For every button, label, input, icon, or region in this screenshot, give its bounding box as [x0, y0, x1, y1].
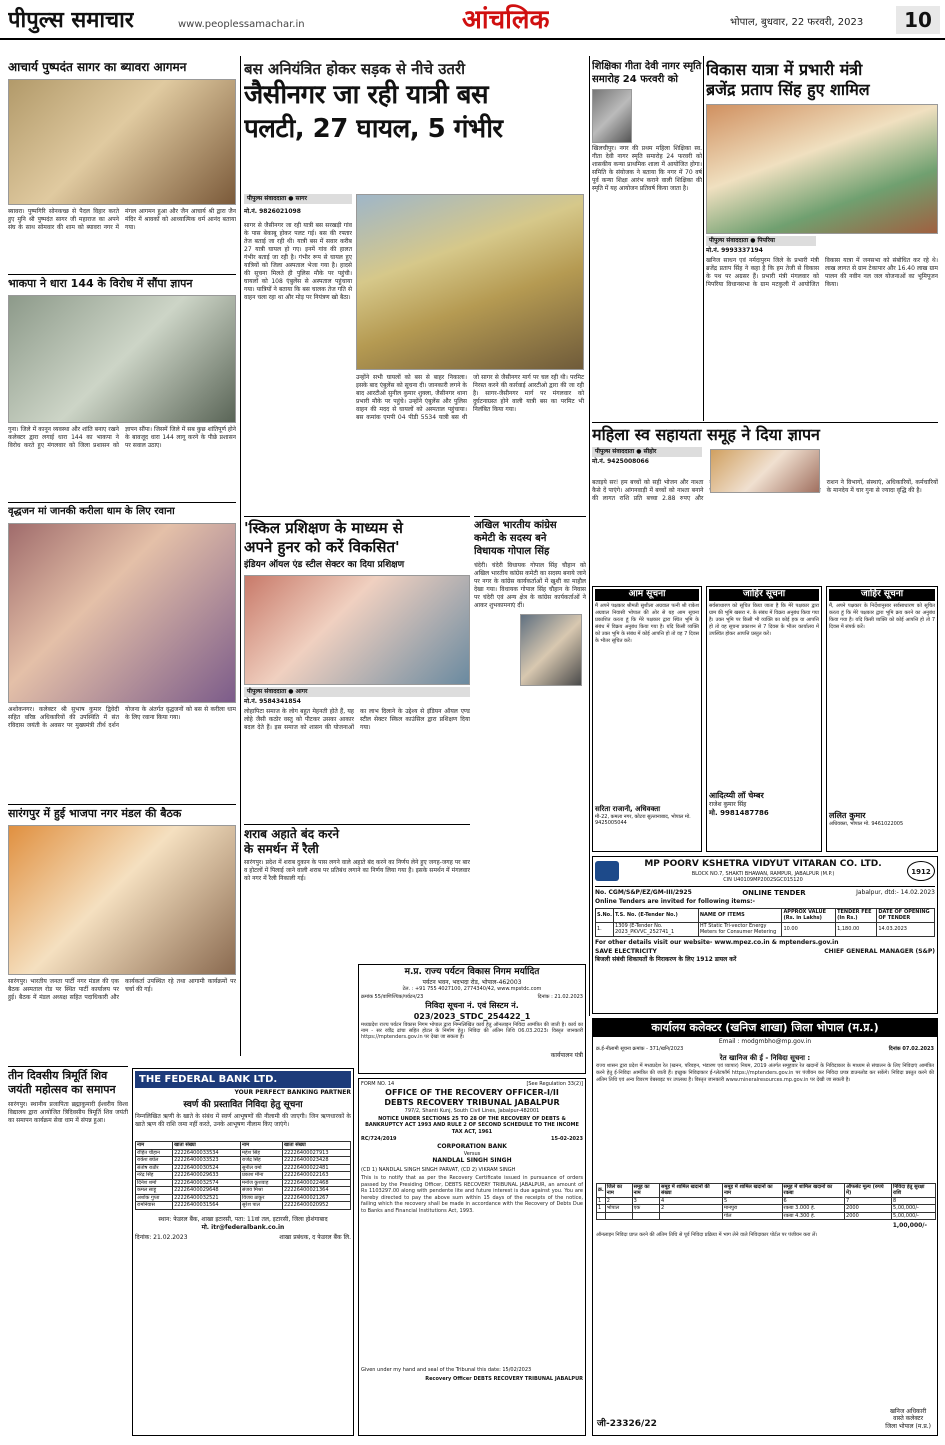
org-address: पर्यटन भवन, भदभदा रोड, भोपाल-462003 — [422, 978, 522, 986]
mobile: मो.नं. 9826021098 — [244, 208, 301, 215]
table-cell: 22226400022481 — [283, 1164, 351, 1172]
invite-text: Online Tenders are invited for following items:- — [595, 897, 756, 905]
article-body: ब्यावरा। पुष्पगिरि सोनकच्छ से पैदल विहार करते हुए मुनि श्री पुष्पदंत सागर जी महाराज का अपने संघ के साथ सोमवार की शाम को ब्यावरा नगर में मंगल आगमन हुआ और जैन आचार्य श्री द्वारा जैन मंदिर में श्रावकों को आध्यात्मिक धर्म आनंद बताया गया। — [8, 208, 236, 231]
byline: पीपुल्स संवाददाता ● सीहोर — [592, 447, 702, 457]
ref-date: दिनांक 07.02.2023 — [888, 1046, 934, 1053]
table-cell: 22226400029633 — [173, 1172, 241, 1180]
table-header: TENDER FEE (In Rs.) — [836, 908, 877, 922]
column-rule — [703, 56, 704, 421]
table-cell: 22226400023428 — [283, 1157, 351, 1165]
table-header: खाता संख्या — [173, 1142, 241, 1150]
ad-name: ललित कुमार — [829, 810, 866, 820]
party: NANDLAL SINGH SINGH — [432, 1157, 512, 1165]
article-body: लोहापिटा समाज के लोग बहुत मेहनती होते हैं, यह लोहे जैसी कठोर वस्तु को पीटकर उसका आकार बदल देते हैं। इस समाज को शासन की योजनाओं का लाभ दिलाने के उद्देश्य से इंडियन ऑयल एण्ड स्टील सेक्टर स्किल काउंसिल द्वारा प्रशिक्षण दिया गया। — [244, 707, 470, 731]
section-title: आंचलिक — [462, 5, 550, 35]
article-photo — [710, 449, 820, 493]
article-body: गुना। जिले में कानून व्यवस्था और शांति बनाए रखने कलेक्टर द्वारा लगाई धारा 144 का भाकपा ने विरोध करते हुए मंगलवार को जिला प्रशासन को ज्ञापन सौंपा। जिसमें जिले में सब कुछ शांतिपूर्ण होने के बावजूद धारा 144 लागू करने के पीछे प्रशासन पर सवाल उठाए। — [8, 426, 236, 449]
headline: वृद्धजन मां जानकी करीला धाम के लिए रवाना — [8, 506, 175, 517]
federal-bank-ad — [132, 1068, 354, 1436]
article-body: खनिज साधन एवं नर्मदापुरम जिले के प्रभारी मंत्री ब्रजेंद्र प्रताप सिंह ने कहा है कि हम तेजी से विकास के पथ पर अग्रसर हैं। प्रभारी मंत्री मंगलवार को पिपरिया विधानसभा के ग्राम मटकुली में आयोजित विकास यात्रा में जनसभा को संबोधित कर रहे थे। लाख लागत से ग्राम टेकापार और 16.40 लाख ग्राम पालन की नवीन नल जल योजनाओं का भूमिपूजन किया। — [706, 256, 938, 288]
headline-line-2: पलटी, 27 घायल, 5 गंभीर — [244, 114, 503, 144]
ad-body: मैं, अपने पक्षकार के निर्देशानुसार सर्वसाधारण को सूचित करता हूं कि मेरे पक्षकार द्वारा भूमि क्रय करने का अनुबंध किया गया है। यदि किसी व्यक्ति को कोई आपत्ति हो तो 7 दिवस में संपर्क करें। — [829, 602, 935, 630]
table-row — [136, 1202, 351, 1210]
table-cell: प्रकाश मीना — [241, 1172, 283, 1180]
table-header: NAME OF ITEMS — [698, 908, 782, 922]
ad-title: जाहिर सूचना — [829, 589, 935, 601]
office-title: OFFICE OF THE RECOVERY OFFICER-I/II — [385, 1087, 559, 1097]
bank-name: CORPORATION BANK — [437, 1142, 507, 1150]
article-photo — [8, 79, 236, 205]
article-congress — [474, 516, 586, 960]
article-pushpdant — [8, 60, 236, 270]
ad-sign: शाखा प्रबंधक, द फेडरल बैंक लि. — [279, 1233, 351, 1241]
table-cell: मानपुरा — [722, 1205, 782, 1213]
headline-line-1: अखिल भारतीय कांग्रेस — [474, 520, 557, 531]
table-cell: 1309 (E-Tender No. 2023_PKVVC_252741_1 — [614, 922, 699, 936]
table-cell: सुरेश पाल — [241, 1202, 283, 1210]
ref-number: क्रमांक 55/वाणिज्यिक/पर्यटन/23 — [361, 993, 424, 1000]
table-header: समूह का नाम — [632, 1183, 659, 1197]
table-row — [136, 1179, 351, 1187]
table-cell: 22226400022163 — [283, 1172, 351, 1180]
table-header: समूह में शामिल खदानों का रकबा — [782, 1183, 845, 1197]
drt-sign: Recovery Officer DEBTS RECOVERY TRIBUNAL JABALPUR — [425, 1375, 583, 1382]
table-cell: रकबा 3.000 हे. — [782, 1205, 845, 1213]
company-name: MP POORV KSHETRA VIDYUT VITARAN CO. LTD. — [644, 859, 882, 869]
headline: तीन दिवसीय त्रिमूर्ति शिव जयंती महोत्सव का समापन — [8, 1069, 116, 1096]
tourism-tender-ad — [358, 964, 586, 1074]
article-photo — [8, 825, 236, 975]
tender-table — [595, 908, 935, 937]
article-body: सागर से जैसीनगर जा रही यात्री बस सरखड़ी गांव के पास बेकाबू होकर पलट गई। बस की रफ्तार तेज बताई जा रही थी। यात्री बस में सवार करीब 27 यात्री घायल हो गए। इनमें गांव की हालत गंभीर बताई जा रही है। गंभीर रूप से घायल हुए यात्रियों को जिला अस्पताल भेजा गया है। हादसे की सूचना मिलते ही पुलिस मौके पर पहुंची। घायलों को 108 एंबुलेंस से अस्पताल पहुंचाया गया। यात्रियों ने बताया कि बस चालक तेज गति से वाहन चला रहा था और मोड़ पर नियंत्रण खो बैठा। — [244, 222, 352, 301]
table-cell: 22226400020952 — [283, 1202, 351, 1210]
article-body: सारंगपुर। भारतीय जनता पार्टी नगर मंडल की एक बैठक अस्पताल रोड पर स्थित पार्टी कार्यालय पर हुई। बैठक में मंडल अध्यक्ष सहित पदाधिकारी और कार्यकर्ता उपस्थित रहे तथा आगामी कार्यक्रमों पर चर्चा की गई। — [8, 978, 236, 1001]
article-body: बताइये सर! हम बच्चों को सही भोजन और नाश्ता कैसे दें पाएंगे। आंगनवाड़ी में बच्चों को नाश्ता बनाने की लागत राशि प्रति बच्चा 2.88 रुपए और राशन ने विभागों, संस्थाएं, अधिकारियों, कर्मचारियों के मानदेय में चार गुना से ज्यादा वृद्धि की है। — [592, 479, 938, 502]
table-cell: अशोक गुप्ता — [136, 1194, 173, 1202]
versus: Versus — [463, 1150, 481, 1157]
ad-body: मैं अपने पक्षकार श्रीमती सुशीला अग्रवाल पत्नी श्री राकेश अग्रवाल निवासी भोपाल की ओर से यह आम सूचना प्रकाशित करता हूं कि मेरे पक्षकार द्वारा स्थित भूमि के संबंध में विक्रय अनुबंध किया गया है। यदि किसी व्यक्ति को उक्त भूमि के संबंध में कोई आपत्ति हो तो वह 7 दिवस के भीतर सूचित करें। — [595, 602, 699, 644]
rally-photo — [706, 104, 938, 234]
sign-2: वास्ते कलेक्टर — [893, 1415, 924, 1423]
table-cell: भोपाल — [605, 1205, 632, 1213]
table-header: DATE OF OPENING OF TENDER — [877, 908, 935, 922]
sub-title: रेत खानिज की ई - निविदा सूचना : — [719, 1053, 811, 1062]
ad-title: जाहिर सूचना — [709, 589, 819, 601]
table-cell: सुनील वर्मा — [241, 1164, 283, 1172]
given: Given under my hand and seal of the Tribunal this date: 15/02/2023 — [361, 1367, 532, 1374]
notice-under: NOTICE UNDER SECTIONS 25 TO 28 OF THE RECOVERY OF DEBTS & BANKRUPTCY ACT 1993 AND RULE 2 OF SECOND SCHEDULE TO THE INCOME TAX ACT, 1961 — [365, 1115, 579, 1135]
company-logo — [595, 861, 619, 881]
article-body: सारंगपुर। प्रदेश में शराब दुकान के पास लगने वाले अहाते बंद करने का निर्णय लेने हुए जगह-जगह पर बार व होटलों में पिलाई जाने वाली शराब पर प्रतिबंध लगाने का निर्णय लिया गया है। इसके समर्थन में मंगलवार को नगर में रैली निकाली गई। — [244, 859, 470, 882]
table-cell: 22226400022468 — [283, 1179, 351, 1187]
table-cell: 6 — [782, 1197, 845, 1205]
table-cell: 4 — [660, 1197, 723, 1205]
table-row — [136, 1194, 351, 1202]
mobile: मो.नं. 9584341854 — [244, 697, 301, 705]
save-electricity: SAVE ELECTRICITY — [595, 948, 657, 956]
ad-name: आदित्य्यी लॉ चेम्बर — [709, 790, 764, 800]
article-bhakpa — [8, 274, 236, 500]
table-cell: 2000 — [845, 1205, 892, 1213]
table-cell — [660, 1212, 723, 1220]
table-cell: रकबा 4.300 हे. — [782, 1212, 845, 1220]
notice-number: 023/2023_STDC_254422_1 — [413, 1011, 531, 1021]
regulation: [See Regulation 33(2)] — [526, 1081, 583, 1087]
notice-body: मध्यप्रदेश राज्य पर्यटन विकास निगम भोपाल द्वारा निम्नलिखित कार्य हेतु ऑनलाइन निविदा आमंत्रित की जाती है। कार्य का नाम - सर रवींद्र ढांचा सहित होटल के निर्माण हेतु। निविदा की अंतिम तिथि 06.03.2023। विस्तृत जानकारी https://mptenders.gov.in पर देखा जा सकता है। — [361, 1022, 583, 1041]
table-header: S.No. — [596, 908, 614, 922]
ad-address: अधिवक्ता, भोपाल मो. 9461022005 — [829, 821, 904, 828]
table-cell: 22226400031564 — [173, 1202, 241, 1210]
ad-body: निम्नलिखित ऋणी के खाते के संबंध में स्वर्ण आभूषणों की नीलामी की जाएगी। जिन ऋणधारकों के खाते ऋण की राशि जमा नहीं करते, उनके आभूषण नीलाम किए जाएंगे। — [135, 1113, 351, 1129]
table-cell: 22226400027913 — [283, 1149, 351, 1157]
table-cell: 5,00,000/- — [892, 1205, 936, 1213]
bus-accident-photo — [356, 194, 584, 370]
sign-1: खनिज अधिकारी — [890, 1407, 927, 1415]
table-cell: रामनिवास — [136, 1202, 173, 1210]
table-cell — [605, 1212, 632, 1220]
table-cell: 7 — [845, 1197, 892, 1205]
website-url[interactable]: www.peoplessamachar.in — [178, 19, 305, 30]
article-photo — [8, 523, 236, 703]
ad-title: कार्यालय कलेक्टर (खनिज शाखा) जिला भोपाल (म.प्र.) — [593, 1019, 937, 1037]
rc-number: RC/724/2019 — [361, 1136, 397, 1143]
table-cell: 22226400033523 — [173, 1157, 241, 1165]
table-row — [136, 1164, 351, 1172]
account-table — [135, 1141, 351, 1210]
table-header: ऑफसेट मूल्य (रुपये में) — [845, 1183, 892, 1197]
notice-title: निविदा सूचना नं. एवं सिस्टम नं. — [425, 1001, 519, 1011]
more-details[interactable]: For other details visit our website- www.mpez.co.in & mptenders.gov.in — [595, 938, 839, 946]
table-cell: महेश सिंह — [241, 1149, 283, 1157]
tender-date: Jabalpur, dtd:- 14.02.2023 — [856, 888, 935, 896]
recipients: (CD 1) NANDLAL SINGH SINGH PARVAT, (CD 2) VIKRAM SINGH — [361, 1166, 516, 1173]
table-cell — [597, 1212, 606, 1220]
tribunal-address: 797/2, Shanti Kunj, South Civil Lines, Jabalpur-482001 — [404, 1108, 540, 1115]
aam-suchna-ad — [592, 586, 702, 852]
headline: आचार्य पुष्पदंत सागर का ब्यावरा आगमन — [8, 60, 187, 74]
table-cell: राकेश बघेल — [136, 1157, 173, 1165]
table-cell: 22226400033534 — [173, 1149, 241, 1157]
kicker: बस अनियंत्रित होकर सड़क से नीचे उतरी — [244, 60, 465, 78]
table-cell: कमल साहू — [136, 1187, 173, 1195]
table-cell: नरेंद्र सिंह — [136, 1172, 173, 1180]
article-liquor — [244, 824, 470, 960]
table-cell: 22226400021364 — [283, 1187, 351, 1195]
article-gita-devi — [592, 60, 702, 420]
notice-body: This is to notify that as per the Recovery Certificate issued in pursuance of orders passed by the Presiding Officer, DEBTS RECOVERY TRIBUNAL JABALPUR, an amount of Rs 1103297.00 along with pendente lite and future interest is due against you. You are hereby directed to pay the above sum within 15 days of the receipts of the notice, failing which the recovery shall be made in accordance with the Recovery of Debts Due to Banks and Financial Institutions Act, 1993. — [361, 1175, 583, 1214]
nit-number: No. CGM/S&P/EZ/GM-III/2925 — [595, 888, 692, 896]
article-vriddhajan — [8, 502, 236, 802]
byline: पीपुल्स संवाददाता ● पिपरिया — [706, 236, 816, 246]
ad-address: राजेश कुमार सिंह — [709, 801, 747, 809]
headline-line-1: जैसीनगर जा रही यात्री बस — [244, 80, 489, 110]
ad-footer: स्थान: फेडरल बैंक, शाखा इटारसी, पता: 11वां तल, इटारसी, जिला होशंगाबाद — [158, 1215, 328, 1223]
table-header: T.S. No. (E-Tender No.) — [614, 908, 699, 922]
ad-phone: मो. 9981487786 — [709, 808, 769, 817]
column-rule — [240, 56, 241, 1056]
table-header: निविदा हेतु सुरक्षा राशि — [892, 1183, 936, 1197]
table-row — [136, 1187, 351, 1195]
headline: महिला स्व सहायता समूह ने दिया ज्ञापन — [592, 425, 820, 444]
table-cell: संजय मिश्रा — [241, 1187, 283, 1195]
table-cell: 1 — [597, 1197, 606, 1205]
article-body: चंदेरी। चंदेरी विधायक गोपाल सिंह चौहान को अखिल भारतीय कांग्रेस कमेटी का सदस्य बनाये जाने पर नगर के कांग्रेस कार्यकर्ताओं में खुशी का माहौल देखा गया। विधायक गोपाल सिंह चौहान के निवास पर चंदेरी एवं अन्य क्षेत्र के कांग्रेस कार्यकर्ताओं ने आकर शुभकामनाएं दीं। — [474, 562, 586, 609]
headline: भाकपा ने धारा 144 के विरोध में सौंपा ज्ञापन — [8, 277, 193, 290]
sand-mine-table — [596, 1183, 936, 1221]
table-cell: 22226400021267 — [283, 1194, 351, 1202]
headline-line-1: 'स्किल प्रशिक्षण के माध्यम से — [244, 519, 403, 537]
table-cell: 2 — [660, 1205, 723, 1213]
mobile: मो.नं. 9425008066 — [592, 457, 649, 465]
notice-body: राज्य शासन द्वारा प्रदेश में मध्यप्रदेश रेत (खनन, परिवहन, भंडारण एवं व्यापार) नियम, 2019 अंतर्गत समूहवार रेत खदानों के निविदाकार के माध्यम से संचालन के लिए निविदाएं आमंत्रित करने हेतु ई-निविदा आमंत्रित की जाती हैं। इच्छुक निविदाकार ई-प्लेटफॉर्म https://mptenders.gov.in पर पंजीयन कर निविदा प्रपत्र डाउनलोड कर सकेंगे। निविदा प्रस्तुत करने की अंतिम तिथि एवं अन्य विवरण वेबसाइट पर उपलब्ध है। विस्तृत जानकारी www.mineralresources.mp.gov.in पर देखी जा सकती है। — [596, 1062, 934, 1083]
headline-line-2: कमेटी के सदस्य बने — [474, 533, 547, 544]
total: 1,00,000/- — [892, 1222, 927, 1230]
table-cell: 22226400030524 — [173, 1164, 241, 1172]
article-body: सारंगपुर। स्थानीय प्रजापिता ब्रह्माकुमारी ईश्वरीय विश्व विद्यालय द्वारा आयोजित त्रिदिवसीय त्रिमूर्ति शिव जयंती का समापन कार्यक्रम सेवा धाम में संपन्न हुआ। — [8, 1101, 128, 1124]
table-cell: 22226400032574 — [173, 1179, 241, 1187]
table-header: नाम — [241, 1142, 283, 1150]
article-shiv-jayanti — [8, 1066, 128, 1436]
org-contact[interactable]: टेल. : +91 755 4027100, 2774340/42, www.mpstdc.com — [402, 986, 542, 993]
table-cell: 3 — [632, 1197, 659, 1205]
company-address: BLOCK NO.7, SHAKTI BHAWAN, RAMPUR, JABALPUR (M.P.) — [691, 870, 835, 877]
congress-portrait — [520, 614, 582, 686]
table-cell: 1. — [596, 922, 614, 936]
headline-line-2: के समर्थन में रैली — [244, 842, 319, 856]
table-cell: गोल — [722, 1212, 782, 1220]
ad-tagline: YOUR PERFECT BANKING PARTNER — [234, 1089, 351, 1096]
table-header: नाम — [136, 1142, 173, 1150]
table-cell: 5 — [722, 1197, 782, 1205]
dateline: भोपाल, बुधवार, 22 फरवरी, 2023 — [730, 17, 864, 28]
table-cell: HT Static Tri-vector Energy Meters for Consumer Metering — [698, 922, 782, 936]
table-cell: 2 — [605, 1197, 632, 1205]
subhead: इंडियन ऑयल एंड स्टील सेक्टर का दिया प्रशिक्षण — [244, 560, 405, 570]
headline-line-1: शराब अहाते बंद करने — [244, 827, 340, 841]
table-cell: राजेंद्र सिंह — [241, 1157, 283, 1165]
page-number: 10 — [896, 6, 940, 34]
masthead — [0, 0, 945, 40]
byline: पीपुल्स संवाददाता ● सागर — [244, 194, 352, 204]
column-rule — [589, 56, 590, 1016]
ad-email[interactable]: Email : modgmbho@mp.gov.in — [718, 1038, 812, 1046]
sign-3: जिला भोपाल (म.प्र.) — [885, 1423, 931, 1431]
headline-line-2: अपने हुनर को करें विकसित' — [244, 538, 400, 556]
jahir-suchna-ad-2 — [826, 586, 938, 852]
ad-name: सरिता राजानी, अधिवक्ता — [595, 804, 661, 813]
article-body-2: उन्होंने सभी घायलों को बस से बाहर निकाला। इसके बाद एंबुलेंस को सूचना दी। जानकारी लगने के बाद आरटीओ सुनील कुमार शुक्ला, जैसीनगर थाना प्रभारी मौके पर पहुंचे। उन्होंने एंबुलेंस और पुलिस वाहन की मदद से घायलों को अस्पताल पहुंचाया। बस कमांक एमपी 04 पीडी 5534 यात्री बस थी जो सागर से जैसीनगर मार्ग पर चल रही थी। परमिट निरस्त करने की कार्रवाई आरटीओ द्वारा की जा रही है। सागर-जैसीनगर मार्ग पर मंगलवार को दुर्घटनाग्रस्त होने वाली यात्री बस का परमिट भी निलंबित किया गया। — [356, 374, 584, 421]
notice-sign: कार्यपालन यंत्री — [550, 1052, 583, 1060]
code: जी-23326/22 — [597, 1419, 657, 1430]
jahir-suchna-ad-1 — [706, 586, 822, 852]
table-cell: 2000 — [845, 1212, 892, 1220]
table-row — [136, 1172, 351, 1180]
headline-line-3: विधायक गोपाल सिंह — [474, 546, 550, 557]
drt-notice-ad — [358, 1078, 586, 1436]
form-no: FORM NO. 14 — [361, 1081, 395, 1087]
table-cell: 1,180.00 — [836, 922, 877, 936]
article-photo — [244, 575, 470, 685]
table-cell: 22226400032521 — [173, 1194, 241, 1202]
table-cell: 5,00,000/- — [892, 1212, 936, 1220]
table-header: समूह में शामिल खदानों का नाम — [722, 1183, 782, 1197]
ref-date: दिनांक : 21.02.2023 — [537, 993, 583, 1000]
table-cell: 14.03.2023 — [877, 922, 935, 936]
ref-number: क्र.ई-नीलामी सूचना क्रमांक - 371/खनि/2023 — [596, 1046, 684, 1053]
table-cell: संतोष राठौर — [136, 1164, 173, 1172]
headline-line-2: ब्रजेंद्र प्रताप सिंह हुए शामिल — [706, 80, 870, 99]
table-header: खाता संख्या — [283, 1142, 351, 1150]
table-header: क्र. — [597, 1183, 606, 1197]
cgm-sign: CHIEF GENERAL MANAGER (S&P) — [824, 948, 935, 956]
table-cell: दिनेश शर्मा — [136, 1179, 173, 1187]
note: ऑनलाइन निविदा प्राप्त करने की अंतिम तिथि से पूर्व निविदा प्रक्रिया में भाग लेने वाले निविदाकार पोर्टल पर पंजीयन करा लें। — [596, 1231, 818, 1238]
table-header: जिले का नाम — [605, 1183, 632, 1197]
ad-title: THE FEDERAL BANK LTD. — [135, 1071, 351, 1088]
table-cell: रोहित चौहान — [136, 1149, 173, 1157]
table-cell: 22226400029648 — [173, 1187, 241, 1195]
table-cell — [632, 1212, 659, 1220]
article-mahila — [592, 422, 938, 582]
article-body: अशोकनगर। कलेक्टर श्री सुभाष कुमार द्विवेदी सहित वरिष्ठ अधिकारियों की उपस्थिति में संत रविदास जयंती के अवसर पर मुख्यमंत्री तीर्थ दर्शन योजना के अंतर्गत वृद्धजनों को बस से करीला धाम के लिए रवाना किया गया। — [8, 706, 236, 729]
logo: पीपुल्स समाचार — [8, 7, 134, 33]
rc-date: 15-02-2023 — [551, 1136, 583, 1143]
helpline-1912: 1912 — [907, 861, 935, 881]
headline: शिक्षिका गीता देवी नागर स्मृति समारोह 24 फरवरी को — [592, 61, 702, 85]
table-cell: 1 — [597, 1205, 606, 1213]
headline: सारंगपुर में हुई भाजपा नगर मंडल की बैठक — [8, 807, 182, 820]
collector-notice-ad — [592, 1018, 938, 1436]
table-cell: एक — [632, 1205, 659, 1213]
table-cell: 10.00 — [782, 922, 836, 936]
mppkvv-tender-ad — [592, 856, 938, 1014]
mobile: मो.नं. 9993337194 — [706, 246, 763, 254]
table-row — [136, 1157, 351, 1165]
table-row — [136, 1149, 351, 1157]
table-cell: मनोज कुशवाह — [241, 1179, 283, 1187]
byline: पीपुल्स संवाददाता ● आगर — [244, 687, 470, 697]
ad-subtitle: स्वर्ण की प्रस्तावित निविदा हेतु सूचना — [183, 1099, 303, 1110]
table-header: समूह में शामिल खदानों की संख्या — [660, 1183, 723, 1197]
table-header: APPROX VALUE (Rs. in Lakhs) — [782, 908, 836, 922]
tender-title: ONLINE TENDER — [742, 888, 806, 897]
headline-line-1: विकास यात्रा में प्रभारी मंत्री — [706, 60, 863, 79]
article-vikas-yatra — [706, 60, 938, 420]
lead-story — [244, 60, 586, 512]
ad-date: दिनांक: 21.02.2023 — [135, 1233, 188, 1241]
helpline-text: बिजली संबंधी शिकायतों के निराकरण के लिए 1912 डायल करें — [595, 956, 737, 964]
portrait-photo — [592, 89, 632, 143]
table-cell: 8 — [892, 1197, 936, 1205]
ad-address: मी-22, कमला नगर, कोटरा सुल्तानाबाद, भोपाल मो. 9425005044 — [595, 813, 691, 827]
ad-body: सर्वसाधारण को सूचित किया जाता है कि मेरे पक्षकार द्वारा ग्राम की भूमि खसरा नं. के संबंध में विक्रय अनुबंध किया गया है। उक्त भूमि पर किसी भी व्यक्ति का कोई हक या आपत्ति हो तो वह सूचना प्रकाशन से 7 दिवस के भीतर कार्यालय में उपस्थित होकर आपत्ति प्रस्तुत करें। — [709, 602, 819, 637]
org-name: म.प्र. राज्य पर्यटन विकास निगम मर्यादित — [404, 967, 540, 977]
tribunal-title: DEBTS RECOVERY TRIBUNAL JABALPUR — [384, 1097, 560, 1107]
article-body: खिलचीपुर। नगर की प्रथम महिला शिक्षिका स्व. गीता देवी नागर स्मृति समारोह 24 फरवरी को शासकीय कन्या प्राथमिक शाला में आयोजित होगा। समिति के संयोजक ने बताया कि नगर में 70 वर्ष पूर्व कन्या शिक्षा आरंभ कराने वाली शिक्षिका की स्मृति में यह आयोजन प्रतिवर्ष किया जाता है। — [592, 145, 702, 192]
ad-title: आम सूचना — [595, 589, 699, 601]
continuation-bjp — [122, 960, 236, 1060]
article-skill — [244, 516, 470, 820]
table-cell: विजय ठाकुर — [241, 1194, 283, 1202]
ad-email[interactable]: मो. itr@federalbank.co.in — [201, 1223, 285, 1231]
company-cin: CIN U40109MP2002SGC015120 — [723, 877, 803, 884]
article-photo — [8, 295, 236, 423]
